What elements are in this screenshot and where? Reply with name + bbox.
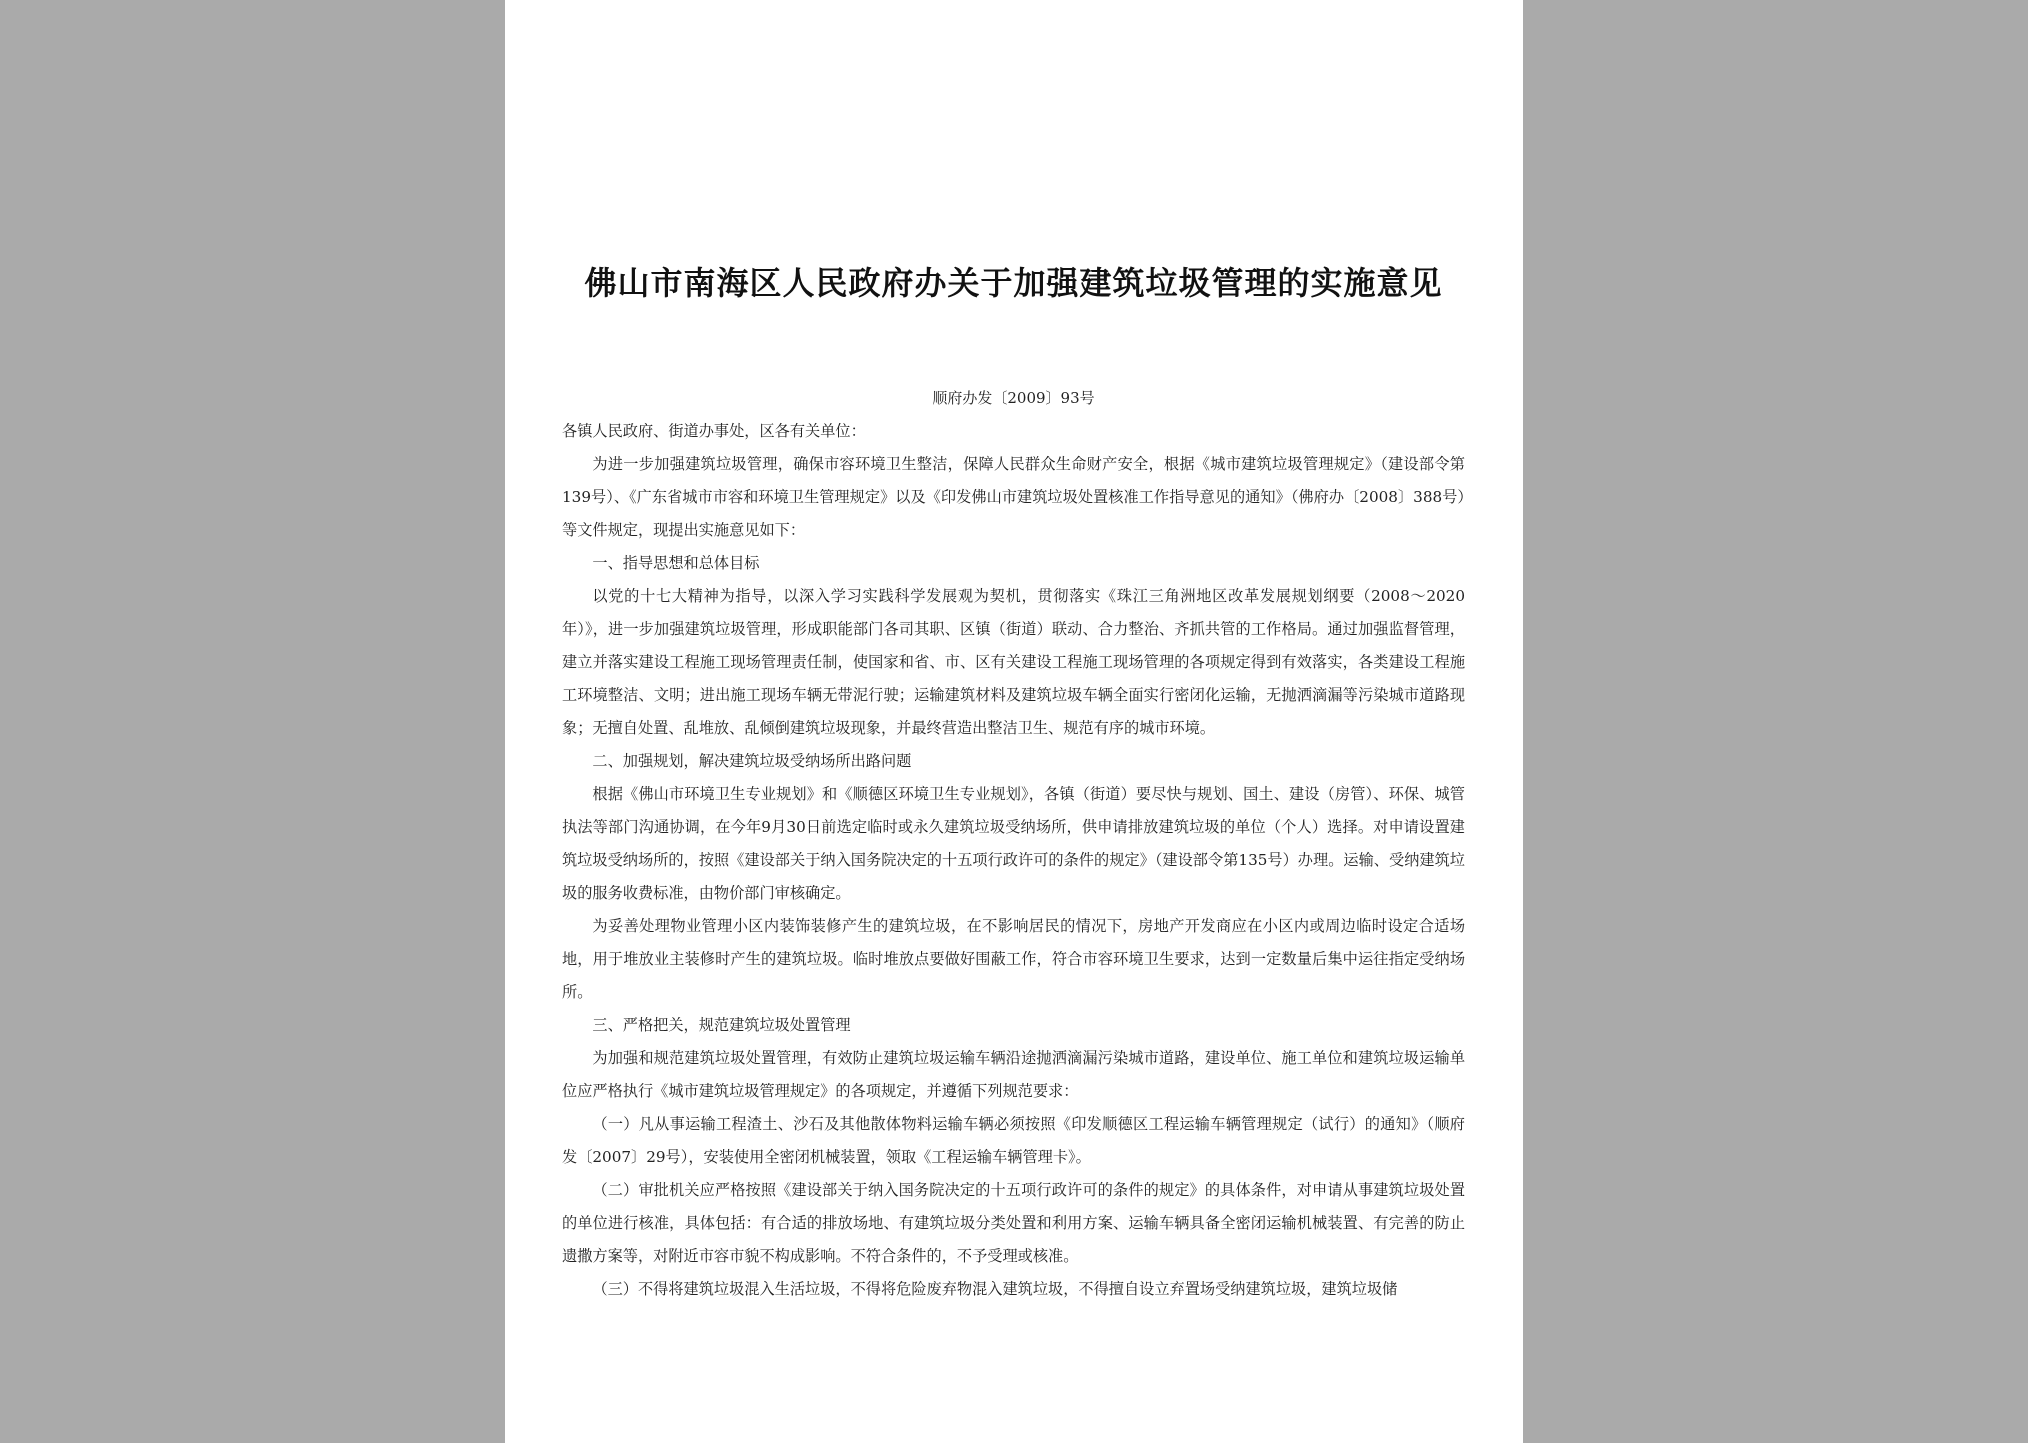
section-heading: 一、指导思想和总体目标	[592, 554, 760, 572]
body-paragraph: （一）凡从事运输工程渣土、沙石及其他散体物料运输车辆必须按照《印发顺德区工程运输车辆管理规定（试行）的通知》（顺府发〔2007〕29号），安装使用全密闭机械装置，领取《工程运输车辆管理卡》。	[562, 1115, 1465, 1166]
body-paragraph: 根据《佛山市环境卫生专业规划》和《顺德区环境卫生专业规划》，各镇（街道）要尽快与规划、国土、建设（房管）、环保、城管执法等部门沟通协调，在今年9月30日前选定临时或永久建筑垃圾受纳场所，供申请排放建筑垃圾的单位（个人）选择。对申请设置建筑垃圾受纳场所的，按照《建设部关于纳入国务院决定的十五项行政许可的条件的规定》（建设部令第135号）办理。运输、受纳建筑垃圾的服务收费标准，由物价部门审核确定。	[562, 785, 1465, 902]
document-title: 佛山市南海区人民政府办关于加强建筑垃圾管理的实施意见	[584, 264, 1443, 302]
body-paragraph: （二）审批机关应严格按照《建设部关于纳入国务院决定的十五项行政许可的条件的规定》的具体条件，对申请从事建筑垃圾处置的单位进行核准，具体包括：有合适的排放场地、有建筑垃圾分类处置和利用方案、运输车辆具备全密闭运输机械装置、有完善的防止遗撒方案等，对附近市容市貌不构成影响。不符合条件的，不予受理或核准。	[562, 1181, 1465, 1265]
body-paragraph: 为妥善处理物业管理小区内装饰装修产生的建筑垃圾，在不影响居民的情况下，房地产开发商应在小区内或周边临时设定合适场地，用于堆放业主装修时产生的建筑垃圾。临时堆放点要做好围蔽工作，符合市容环境卫生要求，达到一定数量后集中运往指定受纳场所。	[562, 917, 1465, 1001]
document-number: 顺府办发〔2009〕93号	[932, 389, 1095, 407]
section-heading: 二、加强规划，解决建筑垃圾受纳场所出路问题	[592, 752, 912, 770]
document-page	[505, 0, 1523, 1443]
document-body	[562, 415, 1465, 1306]
body-paragraph: （三）不得将建筑垃圾混入生活垃圾，不得将危险废弃物混入建筑垃圾，不得擅自设立弃置场受纳建筑垃圾，建筑垃圾储	[592, 1280, 1398, 1298]
body-paragraph: 为加强和规范建筑垃圾处置管理，有效防止建筑垃圾运输车辆沿途抛洒滴漏污染城市道路，建设单位、施工单位和建筑垃圾运输单位应严格执行《城市建筑垃圾管理规定》的各项规定，并遵循下列规范要求：	[562, 1049, 1465, 1100]
body-paragraph: 为进一步加强建筑垃圾管理，确保市容环境卫生整洁，保障人民群众生命财产安全，根据《城市建筑垃圾管理规定》（建设部令第139号）、《广东省城市市容和环境卫生管理规定》以及《印发佛山市建筑垃圾处置核准工作指导意见的通知》（佛府办〔2008〕388号）等文件规定，现提出实施意见如下：	[562, 455, 1465, 539]
section-heading: 三、严格把关，规范建筑垃圾处置管理	[592, 1016, 851, 1034]
body-paragraph: 以党的十七大精神为指导，以深入学习实践科学发展观为契机，贯彻落实《珠江三角洲地区改革发展规划纲要（2008～2020年）》，进一步加强建筑垃圾管理，形成职能部门各司其职、区镇（街道）联动、合力整治、齐抓共管的工作格局。通过加强监督管理，建立并落实建设工程施工现场管理责任制，使国家和省、市、区有关建设工程施工现场管理的各项规定得到有效落实，各类建设工程施工环境整洁、文明；进出施工现场车辆无带泥行驶；运输建筑材料及建筑垃圾车辆全面实行密闭化运输，无抛洒滴漏等污染城市道路现象；无擅自处置、乱堆放、乱倾倒建筑垃圾现象，并最终营造出整洁卫生、规范有序的城市环境。	[562, 587, 1465, 737]
addressee-paragraph: 各镇人民政府、街道办事处，区各有关单位：	[562, 422, 866, 440]
